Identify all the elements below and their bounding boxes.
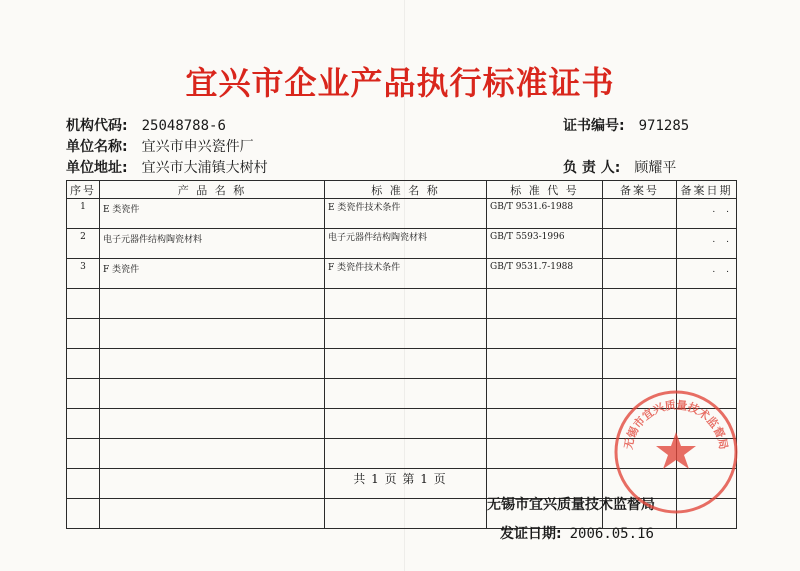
table-cell (677, 319, 737, 349)
table-cell (67, 379, 100, 409)
table-cell: GB/T 5593-1996 (487, 229, 603, 259)
table-cell: . . (677, 259, 737, 289)
table-cell (325, 439, 487, 469)
table-cell: 电子元器件结构陶瓷材料 (100, 229, 325, 259)
table-cell (100, 409, 325, 439)
unit-name-label: 单位名称: (66, 139, 128, 155)
table-cell: F 类瓷件技术条件 (325, 259, 487, 289)
table-cell: E 类瓷件技术条件 (325, 199, 487, 229)
table-cell (100, 379, 325, 409)
table-cell (603, 199, 677, 229)
org-code-value: 25048788-6 (141, 118, 226, 134)
table-cell (603, 349, 677, 379)
table-cell (677, 349, 737, 379)
table-cell (100, 349, 325, 379)
table-cell: GB/T 9531.6-1988 (487, 199, 603, 229)
table-cell (487, 379, 603, 409)
table-cell (67, 409, 100, 439)
table-cell (487, 439, 603, 469)
table-cell (100, 319, 325, 349)
table-cell: E 类瓷件 (100, 199, 325, 229)
table-cell (487, 409, 603, 439)
table-row (67, 259, 737, 289)
table-cell (603, 289, 677, 319)
table-cell (325, 349, 487, 379)
responsible-field (563, 157, 676, 177)
unit-address-value: 宜兴市大浦镇大树村 (141, 160, 268, 176)
header-filing-no: 备案号 (603, 181, 677, 199)
responsible-label: 负 责 人: (563, 160, 621, 176)
table-cell (67, 349, 100, 379)
table-header-row (67, 181, 737, 199)
header-seq: 序号 (67, 181, 100, 199)
table-cell (603, 259, 677, 289)
table-cell: F 类瓷件 (100, 259, 325, 289)
table-cell (67, 319, 100, 349)
table-cell (487, 289, 603, 319)
org-code-label: 机构代码: (66, 118, 128, 134)
table-cell (100, 289, 325, 319)
table-cell (487, 319, 603, 349)
seal-text: 无锡市宜兴质量技术监督局 (621, 398, 731, 451)
table-cell (487, 349, 603, 379)
table-cell (100, 439, 325, 469)
header-standard-name: 标 准 名 称 (325, 181, 487, 199)
responsible-value: 顾耀平 (634, 160, 677, 176)
table-row (67, 289, 737, 319)
unit-name-field (66, 136, 254, 156)
issue-date-label: 发证日期: (500, 526, 562, 542)
table-cell (325, 289, 487, 319)
cert-no-label: 证书编号: (563, 118, 625, 134)
issue-date-value: 2006.05.16 (569, 526, 654, 542)
official-seal (612, 388, 740, 516)
table-row (67, 199, 737, 229)
org-code-field (66, 115, 226, 135)
table-cell: 3 (67, 259, 100, 289)
table-cell (603, 229, 677, 259)
issuing-authority: 无锡市宜兴质量技术监督局 (487, 497, 655, 513)
table-cell (67, 499, 100, 529)
page-count: 共 1 页 第 1 页 (353, 472, 447, 486)
table-cell: GB/T 9531.7-1988 (487, 259, 603, 289)
table-cell: 1 (67, 199, 100, 229)
unit-address-field (66, 157, 268, 177)
header-filing-date: 备案日期 (677, 181, 737, 199)
table-cell: . . (677, 229, 737, 259)
unit-address-label: 单位地址: (66, 160, 128, 176)
table-cell: . . (677, 199, 737, 229)
table-row (67, 319, 737, 349)
cert-no-value: 971285 (638, 118, 690, 134)
table-cell (67, 439, 100, 469)
header-product-name: 产 品 名 称 (100, 181, 325, 199)
table-row (67, 349, 737, 379)
table-cell (325, 319, 487, 349)
table-cell (603, 319, 677, 349)
table-cell (67, 289, 100, 319)
table-cell (325, 499, 487, 529)
certificate-title: 宜兴市企业产品执行标准证书 (185, 64, 615, 102)
table-row (67, 229, 737, 259)
table-cell: 2 (67, 229, 100, 259)
header-standard-code: 标 准 代 号 (487, 181, 603, 199)
table-cell: 电子元器件结构陶瓷材料 (325, 229, 487, 259)
table-cell (677, 289, 737, 319)
table-cell (325, 379, 487, 409)
cert-no-field (563, 115, 689, 135)
issue-date-field (500, 523, 654, 543)
unit-name-value: 宜兴市申兴瓷件厂 (141, 139, 254, 155)
table-cell (100, 499, 325, 529)
table-cell (325, 409, 487, 439)
